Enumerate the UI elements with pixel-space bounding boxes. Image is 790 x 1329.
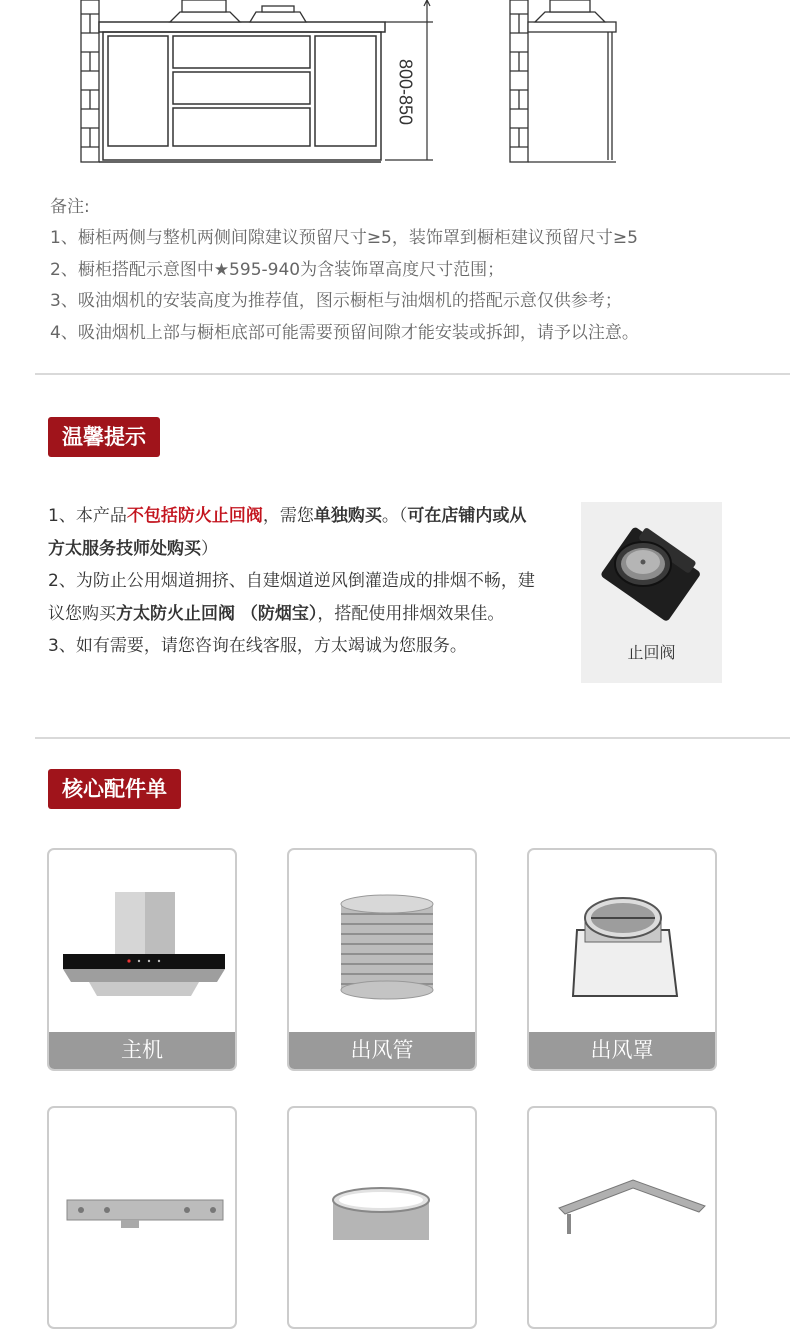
section-divider xyxy=(35,373,790,375)
tip-1 xyxy=(48,500,543,565)
mounting-bracket-image xyxy=(49,1108,235,1248)
support-frame-image xyxy=(529,1108,715,1248)
notes-section xyxy=(50,192,770,349)
tip-2-bold: 方太防火止回阀 （防烟宝） xyxy=(116,603,318,624)
parts-badge: 核心配件单 xyxy=(48,769,181,809)
range-hood-image xyxy=(49,850,235,1030)
section-divider-2 xyxy=(35,737,790,739)
tip-2-text-b: ，搭配使用排烟效果佳。 xyxy=(317,603,505,624)
part-card-duct xyxy=(287,848,477,1071)
part-card-frame xyxy=(527,1106,717,1329)
tip-1-text-c: 。（ xyxy=(381,506,408,526)
tip-1-text-d: ） xyxy=(201,538,218,559)
part-card-ring xyxy=(287,1106,477,1329)
check-valve-caption: 止回阀 xyxy=(627,643,676,662)
note-item-4: 4、吸油烟机上部与橱柜底部可能需要预留间隙才能安装或拆卸，请予以注意。 xyxy=(50,322,639,343)
tip-2-text: 2、为防止公用烟道拥挤、自建烟道逆风倒灌造成的排烟不畅，建议您购买 xyxy=(48,571,535,624)
tip-2 xyxy=(48,565,543,630)
check-valve-card xyxy=(581,502,722,683)
tip-1-text-b: ，需您 xyxy=(262,506,314,526)
exhaust-duct-image xyxy=(289,850,475,1030)
note-item-1: 1、橱柜两侧与整机两侧间隙建议预留尺寸≥5，装饰罩到橱柜建议预留尺寸≥5 xyxy=(50,228,638,248)
stove xyxy=(170,0,306,22)
part-label-host: 主机 xyxy=(49,1032,235,1069)
tip-1-highlight: 不包括防火止回阀 xyxy=(126,506,263,526)
notes-title: 备注: xyxy=(50,197,90,217)
tip-1-bold: 单独购买 xyxy=(313,506,382,526)
check-valve-image xyxy=(581,502,722,632)
outlet-cover-image xyxy=(529,850,715,1030)
part-card-host xyxy=(47,848,237,1071)
tip-1-text: 1、本产品 xyxy=(48,506,127,526)
side-view xyxy=(510,0,616,162)
part-card-bracket xyxy=(47,1106,237,1329)
tips-badge-wrap xyxy=(48,417,160,457)
note-item-2: 2、橱柜搭配示意图中★595-940为含装饰罩高度尺寸范围； xyxy=(50,259,505,280)
tips-text xyxy=(48,500,543,663)
installation-diagram xyxy=(0,0,790,170)
tip-1-bold-2: 可在店铺内或从方太服务技师处购买 xyxy=(48,506,527,559)
note-item-3: 3、吸油烟机的安装高度为推荐值，图示橱柜与油烟机的搭配示意仅供参考； xyxy=(50,291,622,311)
dimension-label: 800-850 xyxy=(395,58,416,126)
part-card-hood-cover xyxy=(527,848,717,1071)
tip-3: 3、如有需要，请您咨询在线客服，方太竭诚为您服务。 xyxy=(48,636,467,656)
part-label-hood-cover: 出风罩 xyxy=(529,1032,715,1069)
parts-badge-wrap xyxy=(48,769,181,809)
duct-ring-image xyxy=(289,1108,475,1248)
left-brick-wall xyxy=(81,0,99,162)
cabinet-front xyxy=(99,22,385,162)
part-label-duct: 出风管 xyxy=(289,1032,475,1069)
tips-badge: 温馨提示 xyxy=(48,417,160,457)
